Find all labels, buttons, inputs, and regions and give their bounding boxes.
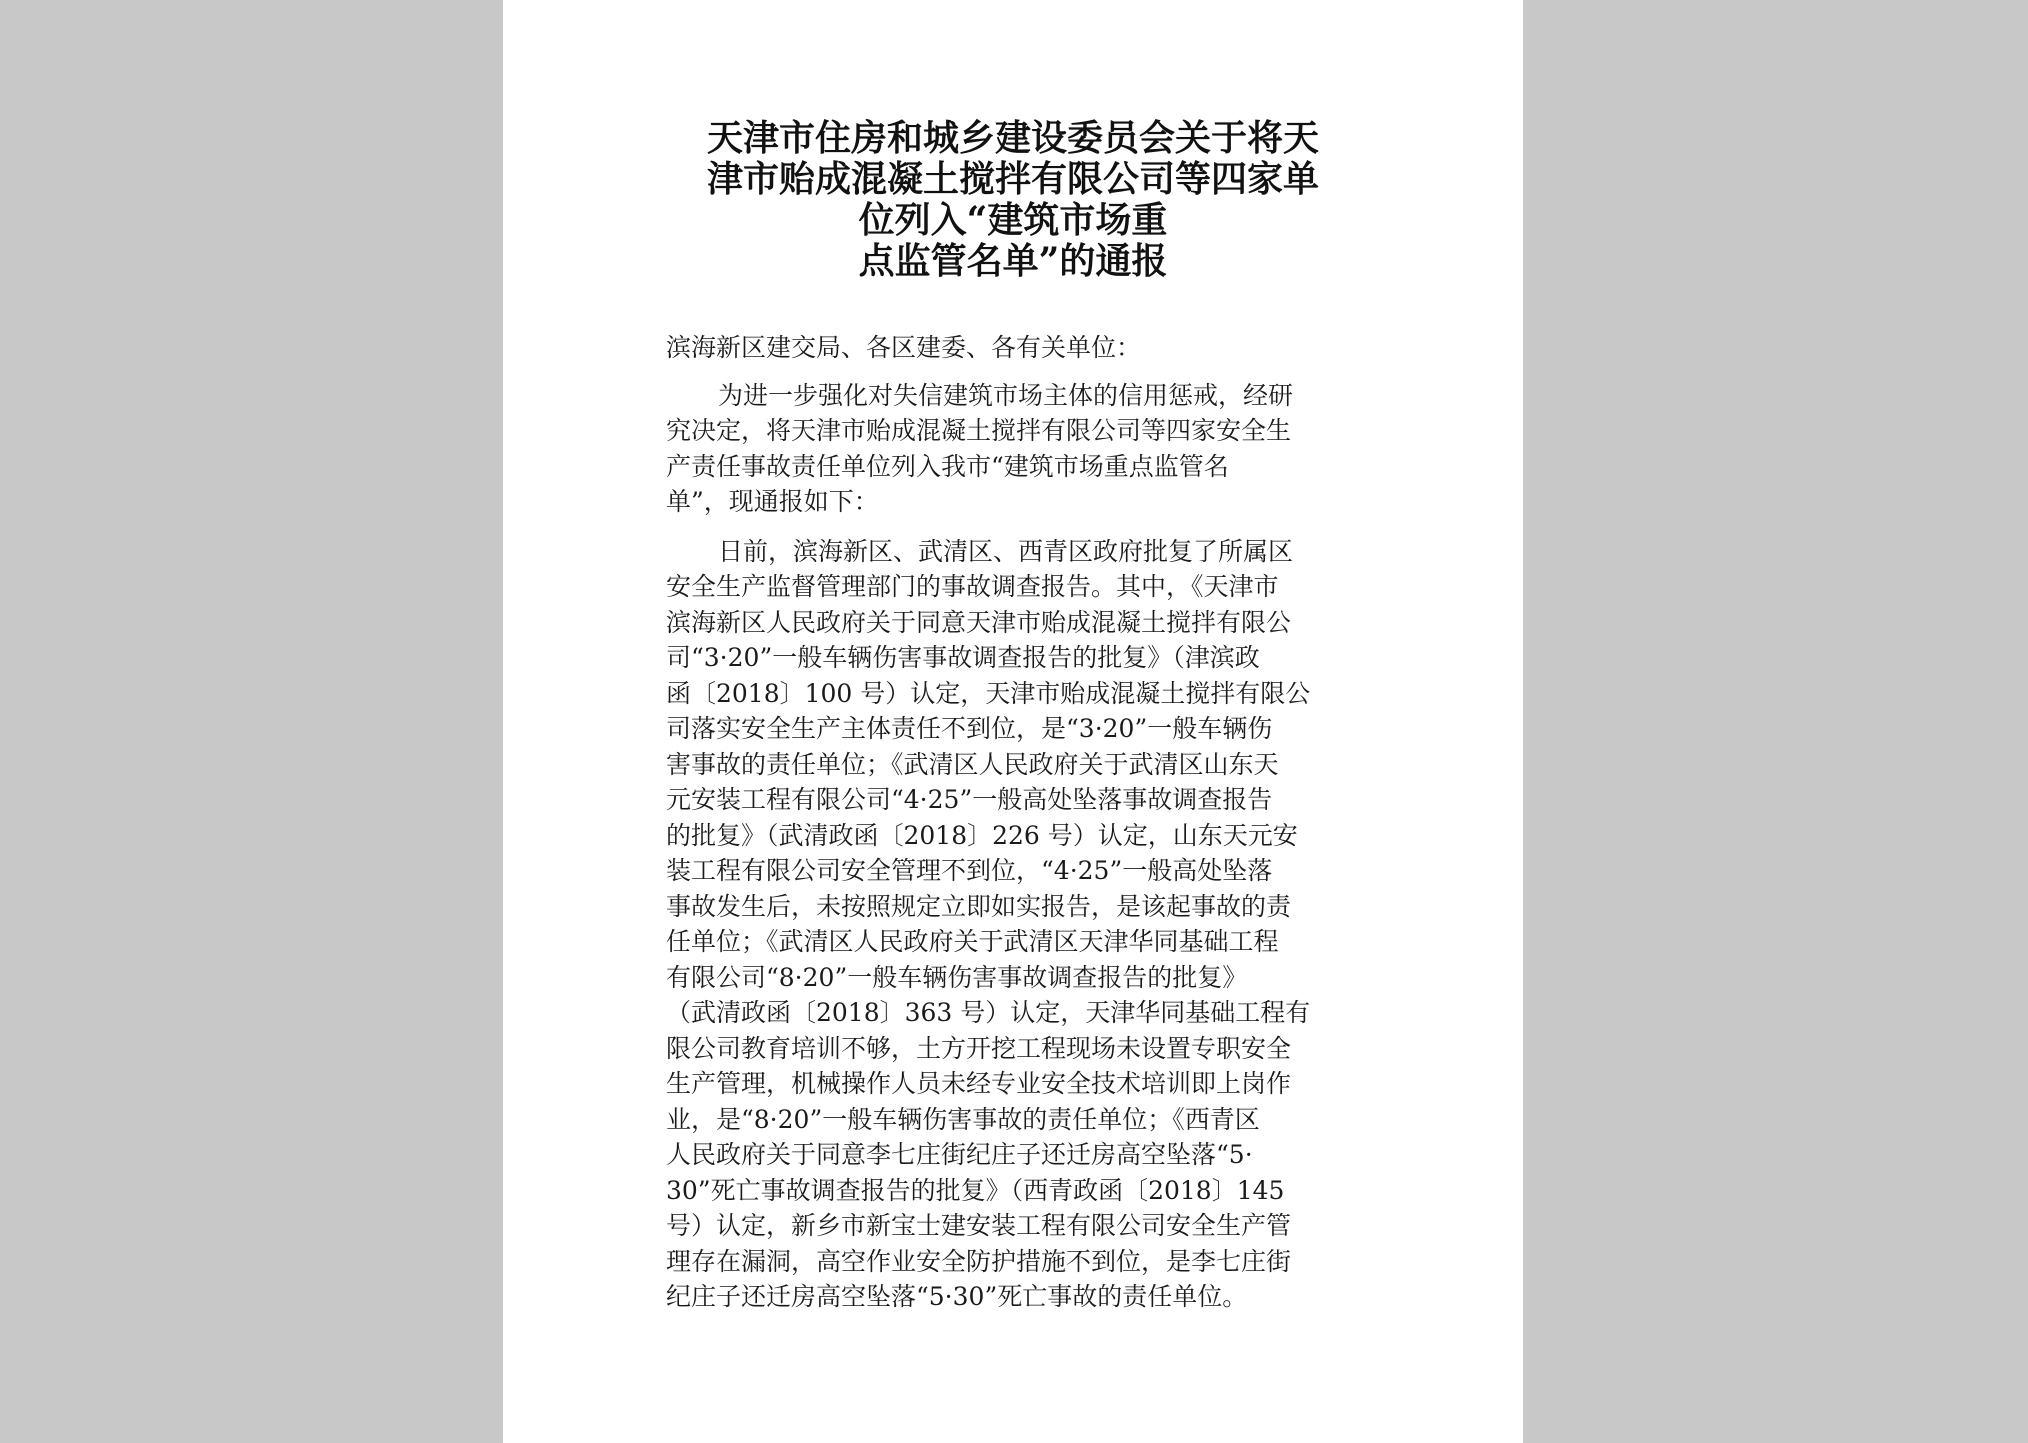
paragraph-line: 事故发生后，未按照规定立即如实报告，是该起事故的责 xyxy=(666,891,1292,921)
paragraph-line: 日前，滨海新区、武清区、西青区政府批复了所属区 xyxy=(718,536,1294,566)
paragraph-line: 装工程有限公司安全管理不到位，“4·25”一般高处坠落 xyxy=(666,856,1273,885)
document-body xyxy=(666,330,1391,1329)
paragraph-line: 的批复》（武清政函〔2018〕226 号）认定，山东天元安 xyxy=(666,820,1298,850)
paragraph-line: 产责任事故责任单位列入我市“建筑市场重点监管名 xyxy=(666,451,1229,481)
paragraph-line: 有限公司“8·20”一般车辆伤害事故调查报告的批复》 xyxy=(666,962,1248,992)
document-page xyxy=(503,0,1523,1443)
paragraph-line: 人民政府关于同意李七庄街纪庄子还迁房高空坠落“5· xyxy=(666,1140,1253,1169)
paragraph-line: 司落实安全生产主体责任不到位，是“3·20”一般车辆伤 xyxy=(666,714,1273,743)
document-title xyxy=(503,118,1523,282)
paragraph-line: 30”死亡事故调查报告的批复》（西青政函〔2018〕145 xyxy=(666,1175,1285,1205)
salutation: 滨海新区建交局、各区建委、各有关单位： xyxy=(666,333,1142,362)
paragraph-line: 限公司教育培训不够，土方开挖工程现场未设置专职安全 xyxy=(666,1033,1292,1063)
paragraph-line: 为进一步强化对失信建筑市场主体的信用惩戒，经研 xyxy=(718,380,1294,410)
paragraph-line: 纪庄子还迁房高空坠落“5·30”死亡事故的责任单位。 xyxy=(666,1282,1248,1311)
paragraph-line: 安全生产监督管理部门的事故调查报告。其中，《天津市 xyxy=(666,572,1279,601)
paragraph-line: 究决定，将天津市贻成混凝土搅拌有限公司等四家安全生 xyxy=(666,416,1292,445)
paragraph-line: 滨海新区人民政府关于同意天津市贻成混凝土搅拌有限公 xyxy=(666,607,1292,637)
paragraph-details xyxy=(666,534,1391,1315)
paragraph-line: 号）认定，新乡市新宝士建安装工程有限公司安全生产管 xyxy=(666,1211,1292,1240)
paragraph-line: 元安装工程有限公司“4·25”一般高处坠落事故调查报告 xyxy=(666,785,1273,814)
paragraph-line: 函〔2018〕100 号）认定，天津市贻成混凝土搅拌有限公 xyxy=(666,678,1311,708)
paragraph-line: 生产管理，机械操作人员未经专业安全技术培训即上岗作 xyxy=(666,1069,1292,1098)
paragraph-line: 司“3·20”一般车辆伤害事故调查报告的批复》（津滨政 xyxy=(666,643,1260,672)
paragraph-intro xyxy=(666,378,1391,520)
title-line: 津市贻成混凝土搅拌有限公司等四家单 xyxy=(706,158,1319,200)
title-line: 位列入“建筑市场重 xyxy=(858,199,1168,241)
paragraph-line: （武清政函〔2018〕363 号）认定，天津华同基础工程有 xyxy=(666,998,1311,1027)
title-line: 点监管名单”的通报 xyxy=(858,240,1168,282)
paragraph-line: 理存在漏洞，高空作业安全防护措施不到位，是李七庄街 xyxy=(666,1246,1292,1276)
paragraph-line: 单”，现通报如下： xyxy=(666,487,879,516)
paragraph-line: 任单位；《武清区人民政府关于武清区天津华同基础工程 xyxy=(666,927,1279,956)
paragraph-line: 业，是“8·20”一般车辆伤害事故的责任单位；《西青区 xyxy=(666,1104,1260,1134)
title-line: 天津市住房和城乡建设委员会关于将天 xyxy=(706,117,1319,159)
paragraph-line: 害事故的责任单位；《武清区人民政府关于武清区山东天 xyxy=(666,749,1279,779)
